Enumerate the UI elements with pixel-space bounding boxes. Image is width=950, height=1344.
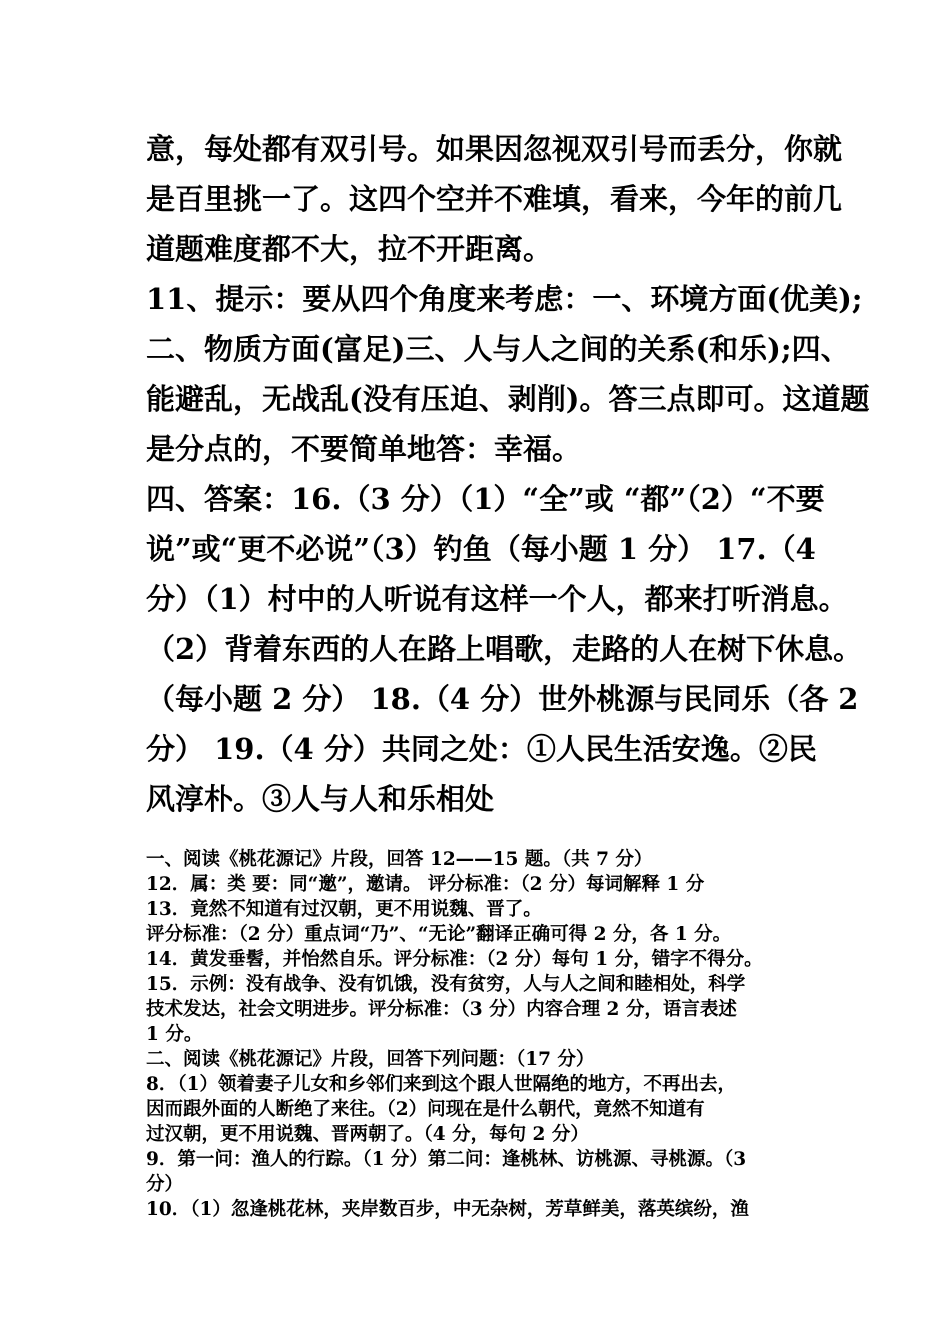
text-line: 是百里挑一了。这四个空并不难填，看来，今年的前几 [146,182,843,216]
text-line: 说”或“更不必说”（3）钓鱼（每小题 1 分） 17.（4 [146,532,816,566]
text-line: 因而跟外面的人断绝了来往。（2）问现在是什么朝代，竟然不知道有 [146,1099,705,1120]
text-line: 14．黄发垂髫，并怡然自乐。评分标准：（2 分）每句 1 分，错字不得分。 [146,949,763,970]
text-line: 四、答案：16.（3 分）（1）“全”或 “都”（2）“不要 [146,482,825,516]
text-line: 15．示例：没有战争、没有饥饿，没有贫穷，人与人之间和睦相处，科学 [146,974,746,995]
text-line: 9．第一问：渔人的行踪。（1 分）第二问：逢桃林、访桃源、寻桃源。（3 [146,1149,747,1170]
text-line: 二、阅读《桃花源记》片段，回答下列问题：（17 分） [146,1049,595,1070]
text-line: 过汉朝，更不用说魏、晋两朝了。（4 分，每句 2 分） [146,1124,589,1145]
text-line: 评分标准：（2 分）重点词“乃”、“无论”翻译正确可得 2 分，各 1 分。 [146,924,732,945]
text-line: 11、提示：要从四个角度来考虑：一、环境方面(优美); [146,282,863,316]
text-line: 二、物质方面(富足)三、人与人之间的关系(和乐);四、 [146,332,850,366]
text-line: （2）背着东西的人在路上唱歌，走路的人在树下休息。 [146,632,863,666]
text-line: 意，每处都有双引号。如果因忽视双引号而丢分，你就 [146,132,843,166]
text-line: 8．（1）领着妻子儿女和乡邻们来到这个跟人世隔绝的地方，不再出去， [146,1074,736,1095]
text-line: 1 分。 [146,1024,203,1045]
answer-key-upper-section [146,124,870,824]
text-line: 技术发达，社会文明进步。评分标准：（3 分）内容合理 2 分，语言表述 [146,999,737,1020]
text-line: 风淳朴。③人与人和乐相处 [146,782,495,816]
text-line: 12．属：类 要：同“邀”，邀请。 评分标准：（2 分）每词解释 1 分 [146,874,705,895]
text-line: 分） [146,1174,184,1195]
text-line: 能避乱，无战乱(没有压迫、剥削)。答三点即可。这道题 [146,382,870,416]
text-line: 10．（1）忽逢桃花林，夹岸数百步，中无杂树，芳草鲜美，落英缤纷，渔 [146,1199,749,1220]
text-line: （每小题 2 分） 18.（4 分）世外桃源与民同乐（各 2 [146,682,859,716]
text-line: 是分点的，不要简单地答：幸福。 [146,432,582,466]
text-line: 分）（1）村中的人听说有这样一个人，都来打听消息。 [146,582,848,616]
text-line: 一、阅读《桃花源记》片段，回答 12——15 题。（共 7 分） [146,849,653,870]
text-line: 分） 19.（4 分）共同之处：①人民生活安逸。②民 [146,732,817,766]
text-line: 13．竟然不知道有过汉朝，更不用说魏、晋了。 [146,899,542,920]
answer-key-lower-section [146,847,826,1222]
text-line: 道题难度都不大，拉不开距离。 [146,232,553,266]
